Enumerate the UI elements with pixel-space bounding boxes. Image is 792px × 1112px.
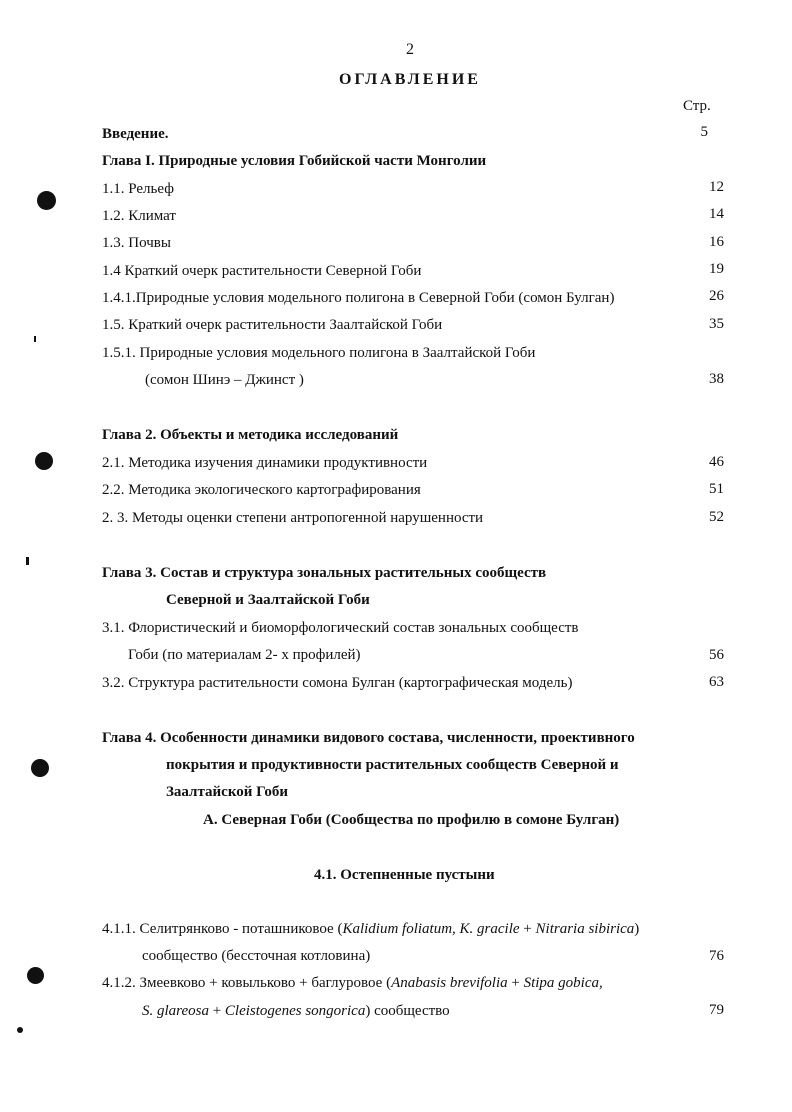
toc-section-a: А. Северная Гоби (Сообщества по профилю в сомоне Булган) xyxy=(203,812,620,828)
toc-entry-label: Введение. xyxy=(102,126,169,142)
toc-entry-label-continued xyxy=(142,1001,450,1021)
page-column-label: Стр. xyxy=(683,98,711,114)
toc-entry-label: 1.2. Климат xyxy=(102,208,176,224)
toc-entry-label-continued: (сомон Шинэ – Джинст ) xyxy=(145,372,304,388)
toc-entry-page: 38 xyxy=(709,371,724,387)
margin-tick-mark xyxy=(26,557,29,565)
toc-entry-page: 12 xyxy=(709,179,724,195)
toc-entry-page: 52 xyxy=(709,509,724,525)
toc-entry-label-continued: сообщество (бессточная котловина) xyxy=(142,948,371,964)
toc-entry-label: 1.4 Краткий очерк растительности Северной Гоби xyxy=(102,263,422,279)
species-name: Cleistogenes songorica xyxy=(224,1003,366,1019)
toc-chapter-2: Глава 2. Объекты и методика исследований xyxy=(102,427,399,443)
toc-entry-text: ) сообщество xyxy=(365,1003,450,1019)
toc-entry-page: 51 xyxy=(709,481,724,497)
toc-chapter-4: Глава 4. Особенности динамики видового состава, численности, проективного xyxy=(102,730,635,746)
species-name: Anabasis brevifolia xyxy=(391,975,508,991)
toc-entry-label xyxy=(102,973,603,993)
toc-entry-text: + xyxy=(507,975,524,991)
toc-entry-page: 79 xyxy=(709,1002,724,1018)
toc-chapter-4-continued: Заалтайской Гоби xyxy=(166,784,289,800)
toc-entry-page: 76 xyxy=(709,948,724,964)
toc-entry-page: 14 xyxy=(709,206,724,222)
toc-entry-page: 16 xyxy=(709,234,724,250)
punch-hole-mark xyxy=(37,191,56,210)
toc-entry-page: 35 xyxy=(709,316,724,332)
punch-hole-mark xyxy=(27,967,44,984)
toc-entry-page: 46 xyxy=(709,454,724,470)
page-title: ОГЛАВЛЕНИЕ xyxy=(339,71,481,88)
punch-hole-mark xyxy=(31,759,49,777)
toc-entry-page: 26 xyxy=(709,288,724,304)
toc-entry-label: 3.2. Структура растительности сомона Булган (картографическая модель) xyxy=(102,675,573,691)
toc-entry-label: 1.1. Рельеф xyxy=(102,181,174,197)
toc-entry-page: 19 xyxy=(709,261,724,277)
toc-chapter-3: Глава 3. Состав и структура зональных растительных сообществ xyxy=(102,565,547,581)
punch-hole-mark xyxy=(17,1027,23,1033)
toc-entry-page: 63 xyxy=(709,674,724,690)
toc-entry-page: 56 xyxy=(709,647,724,663)
toc-entry-text: + xyxy=(519,921,536,937)
toc-entry-label: 1.4.1.Природные условия модельного полигона в Северной Гоби (сомон Булган) xyxy=(102,290,615,306)
toc-entry-text: + xyxy=(208,1003,225,1019)
punch-hole-mark xyxy=(35,452,53,470)
toc-entry-label xyxy=(102,919,639,939)
toc-entry-label: 3.1. Флористический и биоморфологический состав зональных сообществ xyxy=(102,620,579,636)
toc-entry-page: 5 xyxy=(700,124,708,140)
toc-section-4-1: 4.1. Остепненные пустыни xyxy=(314,867,495,883)
toc-entry-label: 1.5.1. Природные условия модельного полигона в Заалтайской Гоби xyxy=(102,345,536,361)
toc-entry-label: 1.3. Почвы xyxy=(102,235,171,251)
toc-entry-label: 2.2. Методика экологического картографирования xyxy=(102,482,421,498)
species-name: Stipa gobica, xyxy=(523,975,603,991)
toc-entry-text: 4.1.2. Змеевково + ковыльково + баглуровое ( xyxy=(102,975,392,991)
toc-entry-label-continued: Гоби (по материалам 2- х профилей) xyxy=(128,647,361,663)
species-name: S. glareosa xyxy=(142,1003,209,1019)
toc-entry-label: 2. 3. Методы оценки степени антропогенной нарушенности xyxy=(102,510,484,526)
species-name: Nitraria sibirica xyxy=(535,921,635,937)
margin-tick-mark xyxy=(34,336,36,342)
toc-entry-text: 4.1.1. Селитрянково - поташниковое ( xyxy=(102,921,343,937)
toc-chapter-1: Глава I. Природные условия Гобийской части Монголии xyxy=(102,153,487,169)
page-number: 2 xyxy=(406,41,414,58)
toc-entry-label: 2.1. Методика изучения динамики продуктивности xyxy=(102,455,428,471)
species-name: Kalidium foliatum, K. gracile xyxy=(342,921,520,937)
toc-entry-text: ) xyxy=(634,921,640,937)
toc-chapter-4-continued: покрытия и продуктивности растительных сообществ Северной и xyxy=(166,757,619,773)
toc-chapter-3-continued: Северной и Заалтайской Гоби xyxy=(166,592,370,608)
toc-entry-label: 1.5. Краткий очерк растительности Заалтайской Гоби xyxy=(102,317,443,333)
